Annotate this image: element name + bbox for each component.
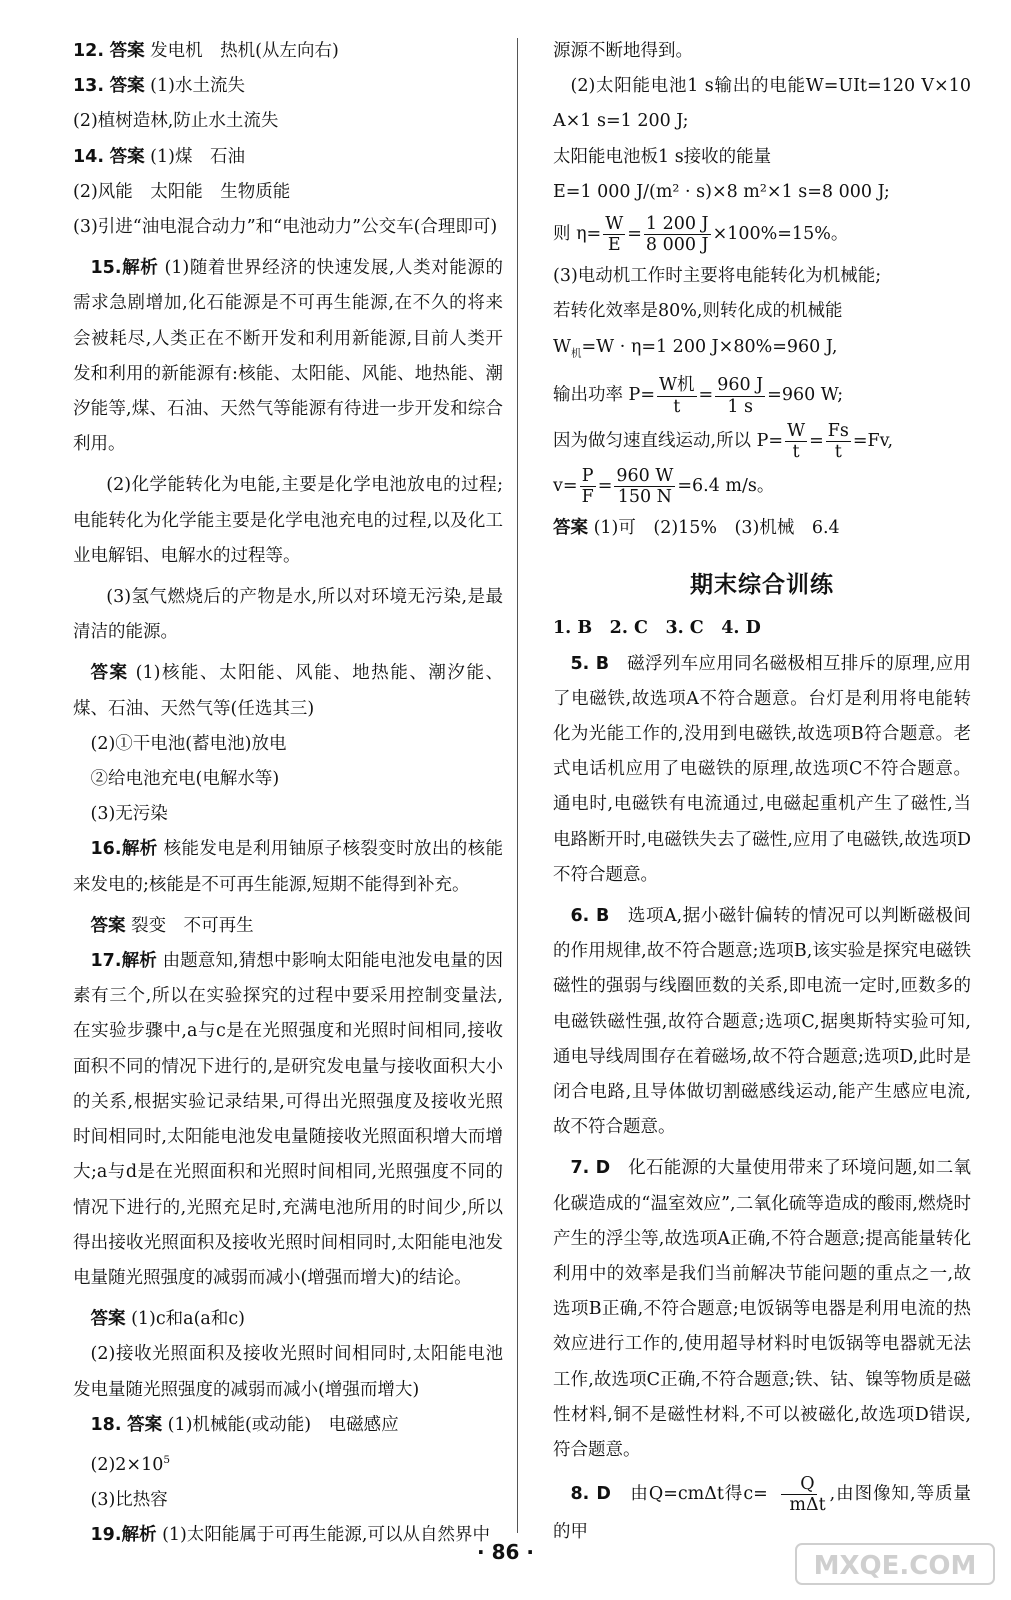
section-title: 期末综合训练	[690, 572, 834, 599]
q16: 16.解析 核能发电是利用铀原子核裂变时放出的核能来发电的;核能是不可再生能源,短期不能得到补充。	[73, 839, 504, 895]
left-column	[73, 34, 503, 1553]
r-eta-formula: 则 η= $\frac{W}{E}$ = $\frac{1 200 J}{8 000 J}$ ×100%=15%。	[553, 214, 849, 256]
fraction: $\frac{W}{E}$	[605, 214, 624, 256]
q16-answer: 答案 裂变 不可再生	[90, 915, 254, 936]
q15-ans3: ②给电池充电(电解水等)	[90, 769, 280, 790]
q15-p2: (2)化学能转化为电能,主要是化学电池放电的过程;电能转化为化学能主要是化学电池充电的过程,以及化工业电解铝、电解水的过程等。	[73, 475, 503, 566]
r-line4: E=1 000 J/(m² · s)×8 m²×1 s=8 000 J;	[553, 181, 890, 202]
r-line1: 源源不断地得到。	[553, 41, 693, 61]
q18: 18. 答案 (1)机械能(或动能) 电磁感应	[90, 1414, 399, 1435]
fraction: $\frac{960 J}{1 s}$	[717, 375, 764, 417]
q12: 12. 答案 发电机 热机(从左向右)	[73, 41, 339, 61]
r-line2: (2)太阳能电池1 s输出的电能W=UIt=120 V×10 A×1 s=1 200 J;	[553, 76, 971, 132]
fraction: $\frac{Q}{\text{mΔt}}$	[770, 1474, 828, 1515]
r-line6: (3)电动机工作时主要将电能转化为机械能;	[553, 266, 882, 287]
q13: 13. 答案 (1)水土流失	[73, 76, 245, 97]
fraction: $\frac{1 200 J}{8 000 J}$	[645, 214, 709, 256]
r-line7: 若转化效率是80%,则转化成的机械能	[553, 301, 843, 322]
column-divider	[517, 38, 518, 1533]
q15: 15.解析 (1)随着世界经济的快速发展,人类对能源的需求急剧增加,化石能源是不可再生能源,在不久的将来会被耗尽,人类正在不断开发和利用新能源,目前人类开发和利用的新能源有:核能、太阳能、风能、地热能、潮汐能等,煤、石油、天然气等能源有待进一步开发和综合利用。	[73, 258, 503, 455]
fraction: $\frac{W}{t}$	[787, 420, 806, 462]
q18-a3: (3)比热容	[90, 1489, 168, 1510]
watermark-logo	[795, 1538, 995, 1590]
q13-a2: (2)植树造林,防止水土流失	[73, 111, 279, 132]
q17-ans2: (2)接收光照面积及接收光照时间相同时,太阳能电池发电量随光照强度的减弱而减小(增强而增大)	[73, 1344, 503, 1400]
fraction: $\frac{Fs}{t}$	[827, 420, 849, 462]
r-line8: $W_机=W \cdot \eta=1$ 200 J×80%=960 J,	[553, 336, 838, 360]
q14: 14. 答案 (1)煤 石油	[73, 146, 245, 167]
q15-answer: 答案 (1)核能、太阳能、风能、地热能、潮汐能、煤、石油、天然气等(任选其三)	[73, 663, 503, 719]
q5: 5. B 磁浮列车应用同名磁极相互排斥的原理,应用了电磁铁,故选项A不符合题意。台灯是利用将电能转化为光能工作的,没用到电磁铁,故选项B符合题意。老式电话机应用了电磁铁的原理,故选项C不符合题意。通电时,电磁铁有电流通过,电磁起重机产生了磁性,当电路断开时,电磁铁失去了磁性,应用了电磁铁,故选项D不符合题意。	[553, 653, 971, 885]
q17-answer: 答案 (1)c和a(a和c)	[90, 1309, 245, 1330]
r-line3: 太阳能电池板1 s接收的能量	[553, 146, 772, 167]
q14-a2: (2)风能 太阳能 生物质能	[73, 181, 291, 202]
q19: 19.解析 (1)太阳能属于可再生能源,可以从自然界中	[90, 1525, 490, 1546]
q14-a3: (3)引进“油电混合动力”和“电池动力”公交车(合理即可)	[73, 217, 498, 238]
q19-answer: 答案 (1)可 (2)15% (3)机械 6.4	[553, 518, 840, 539]
q7: 7. D 化石能源的大量使用带来了环境问题,如二氧化碳造成的“温室效应”,二氧化硫等造成的酸雨,燃烧时产生的浮尘等,故选项A正确,不符合题意;提高能量转化利用中的效率是我们当前解决节能问题的重点之一,故选项B正确,不符合题意;电饭锅等电器是利用电流的热效应进行工作的,使用超导材料时电饭锅等电器就无法工作,故选项C正确,不符合题意;铁、钴、镍等物质是磁性材料,铜不是磁性材料,不可以被磁化,故选项D错误,符合题意。	[553, 1158, 972, 1460]
r-velocity-formula: v= $\frac{P}{F}$ = $\frac{960 W}{150 N}$ =6.4 m/s。	[553, 465, 775, 507]
fraction: $\frac{P}{F}$	[581, 465, 594, 507]
r-uniform-motion: 因为做匀速直线运动,所以 P= $\frac{W}{t}$ = $\frac{Fs}{t}$ =Fv,	[553, 420, 894, 462]
fraction: $\frac{960 W}{150 N}$	[616, 465, 674, 507]
watermark-text: MXQE.COM	[813, 1551, 977, 1581]
watermark-icon	[795, 1538, 995, 1590]
q15-ans4: (3)无污染	[90, 804, 168, 825]
page-number: · 86 ·	[477, 1540, 534, 1564]
q6: 6. B 选项A,据小磁针偏转的情况可以判断磁极间的作用规律,故不符合题意;选项B,该实验是探究电磁铁磁性的强弱与线圈匝数的关系,即电流一定时,匝数多的电磁铁磁性强,故符合题意;选项C,据奥斯特实验可知,通电导线周围存在着磁场,故不符合题意;选项D,此时是闭合电路,且导体做切割磁感线运动,能产生感应电流,故不符合题意。	[553, 905, 972, 1138]
q17: 17.解析 由题意知,猜想中影响太阳能电池发电量的因素有三个,所以在实验探究的过程中要采用控制变量法,在实验步骤中,a与c是在光照强度和光照时间相同,接收面积不同的情况下进行的,是研究发电量与接收面积大小的关系,根据实验记录结果,可得出光照强度及接收光照时间相同时,太阳能电池发电量随接收光照面积增大而增大;a与d是在光照面积和光照时间相同,光照强度不同的情况下进行的,光照充足时,充满电池所用的时间少,所以得出接收光照面积及接收光照时间相同时,太阳能电池发电量随光照强度的减弱而减小(增强而增大)的结论。	[73, 951, 503, 1288]
right-column	[553, 34, 971, 1551]
r-power-formula: 输出功率 P= $\frac{\text{W机}}{t}$ = $\frac{960 J}{1 s}$ =960 W;	[553, 375, 844, 417]
mc-answers: 1. B 2. C 3. C 4. D	[553, 618, 761, 639]
q15-p3: (3)氢气燃烧后的产物是水,所以对环境无污染,是最清洁的能源。	[73, 587, 503, 643]
q8: 8. D 由Q=cmΔt得c= $\frac{Q}{\text{mΔt}}$ ,由图像知,等质量的甲	[553, 1474, 972, 1543]
fraction: $\frac{\text{W机}}{t}$	[659, 375, 695, 417]
q18-a2: $(2)2\times 10^5$	[90, 1453, 171, 1475]
q15-ans2: (2)①干电池(蓄电池)放电	[90, 733, 287, 754]
